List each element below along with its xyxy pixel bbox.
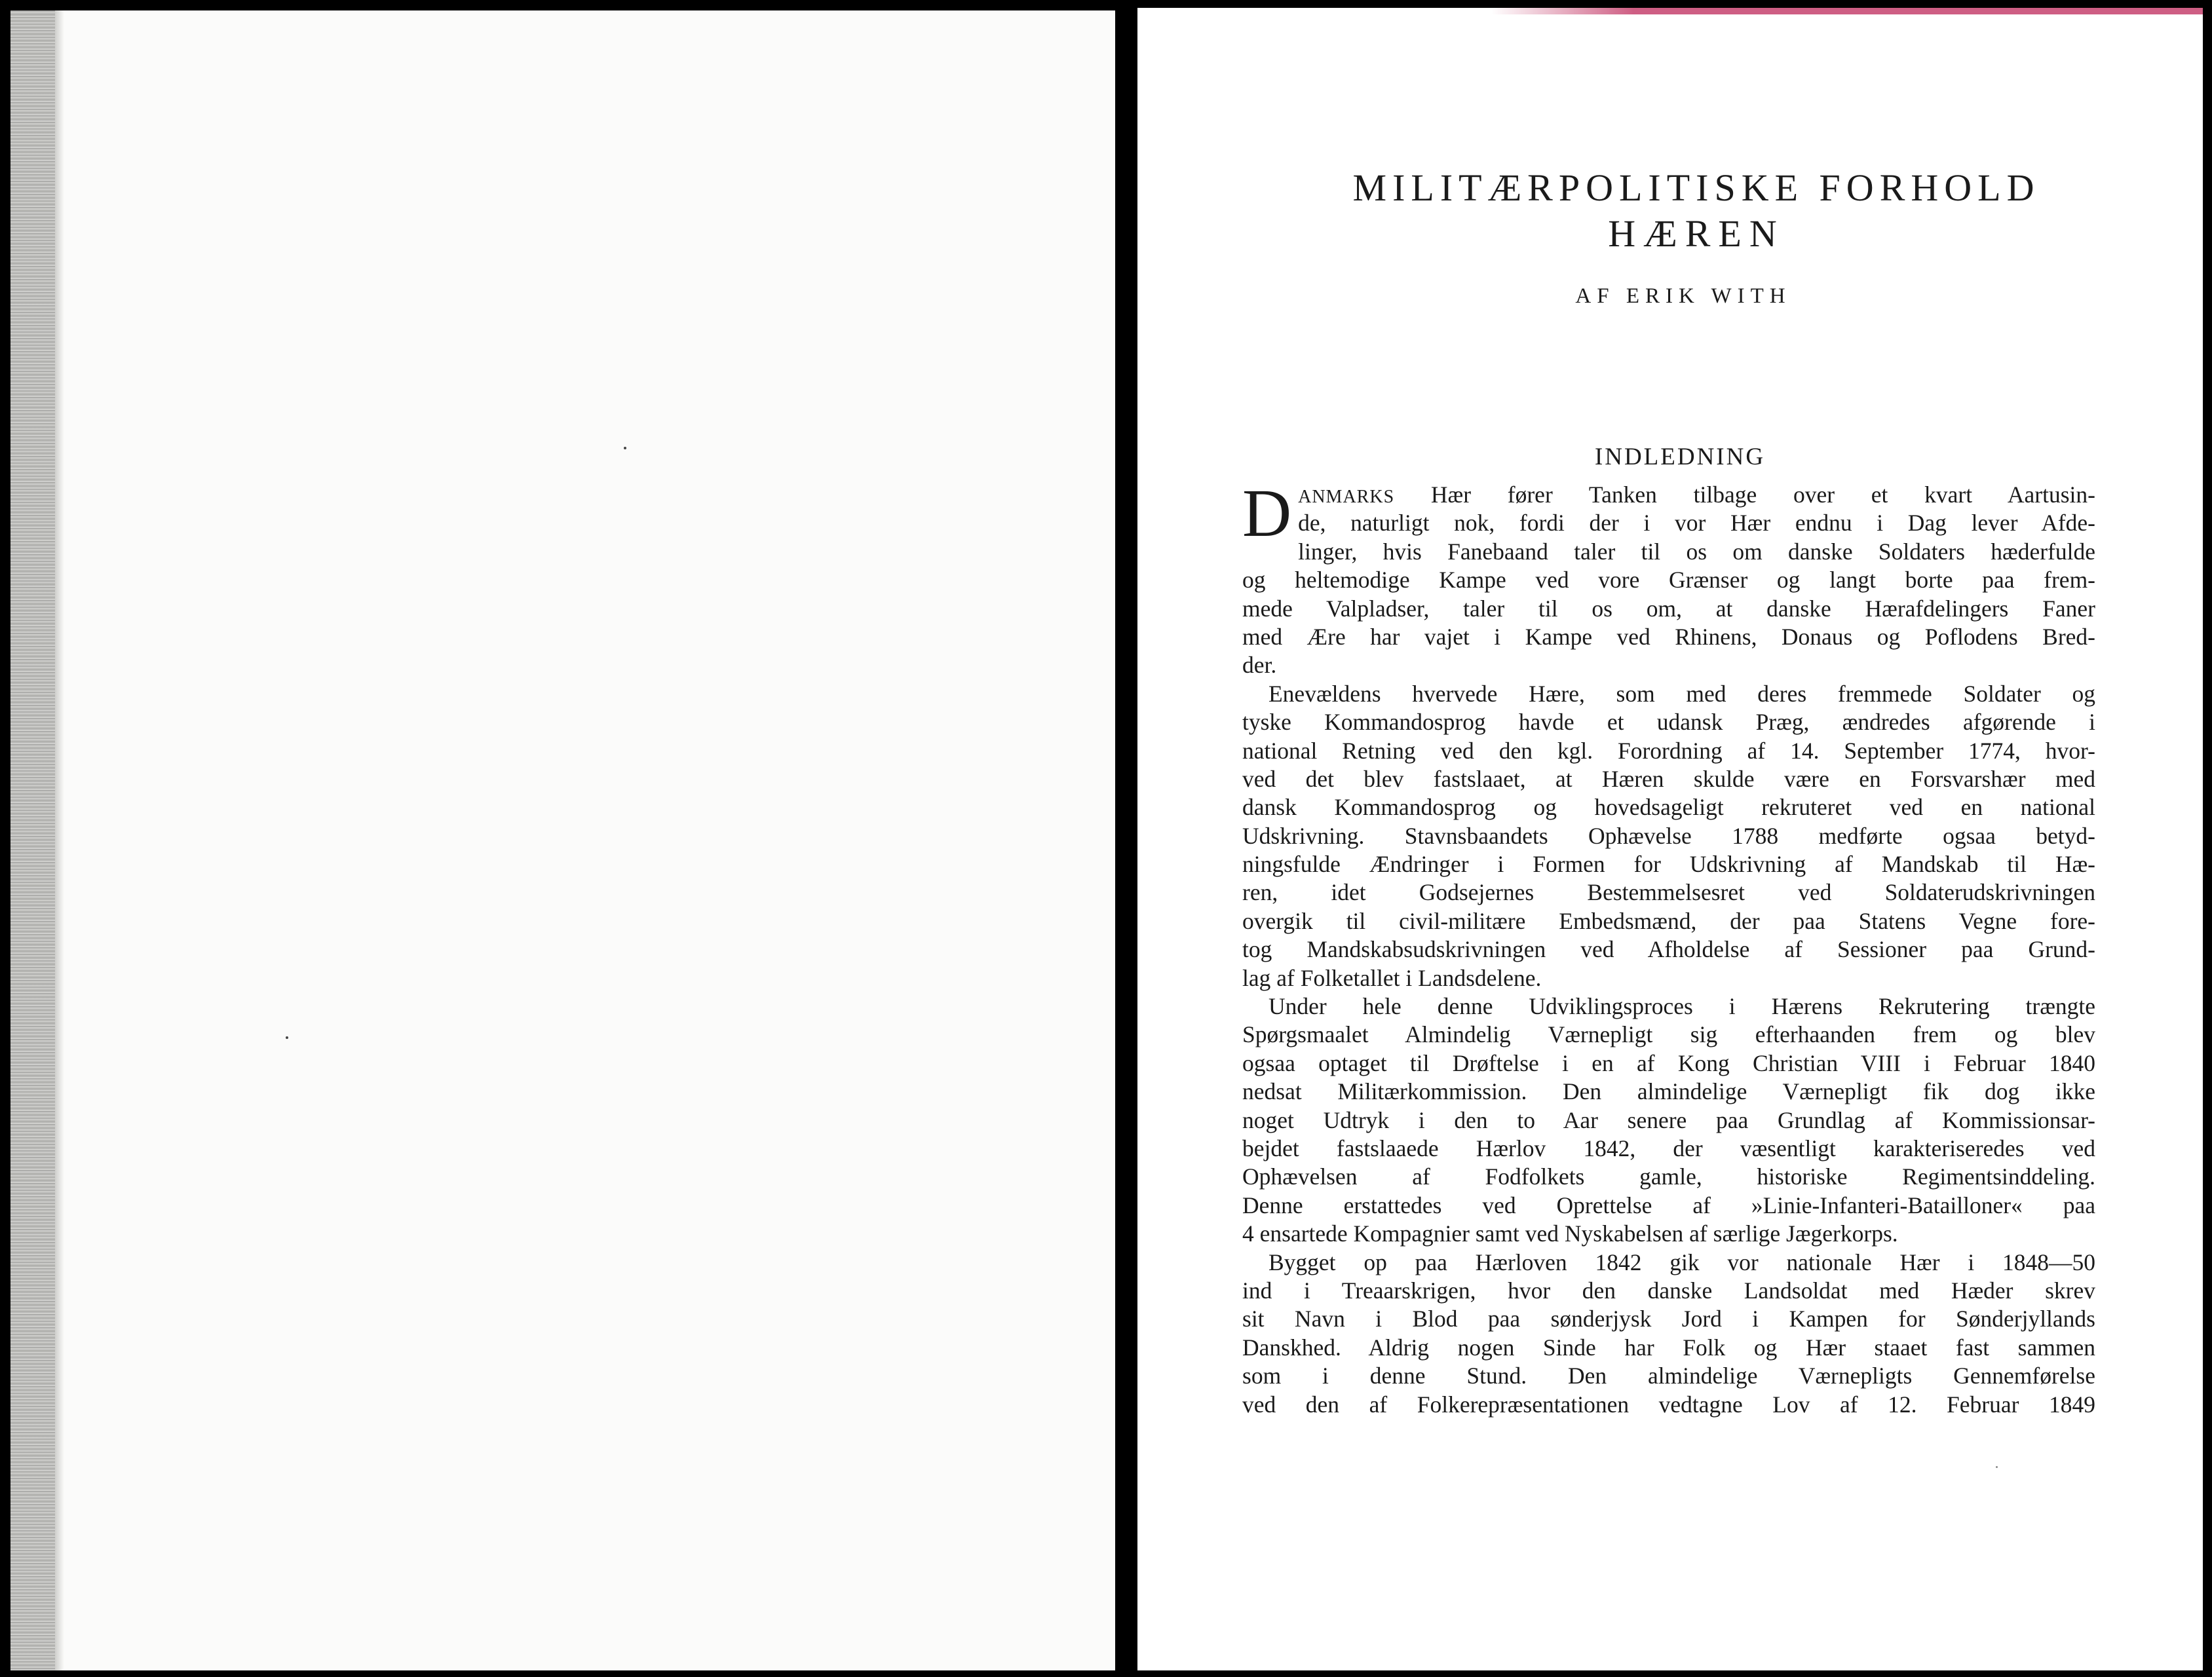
text-line: mede Valpladser, taler til os om, at danske Hærafdelingers Faner (1242, 595, 2095, 622)
text-line: sit Navn i Blod paa sønderjysk Jord i Kampen for Sønderjyllands (1242, 1306, 2095, 1332)
text-line: ningsfulde Ændringer i Formen for Udskrivning af Mandskab til Hæ- (1242, 851, 2095, 878)
text-line: national Retning ved den kgl. Forordning af 14. September 1774, hvor- (1242, 737, 2095, 764)
text-line: Under hele denne Udviklingsproces i Hærens Rekrutering trængte (1268, 993, 2095, 1020)
paragraph-2 (1242, 680, 2095, 992)
text-line: ved det blev fastslaaet, at Hæren skulde være en Forsvarshær med (1242, 765, 2095, 792)
paragraph-4 (1242, 1249, 2095, 1419)
text-line: Danskhed. Aldrig nogen Sinde har Folk og Hær staaet fast sammen (1242, 1334, 2095, 1361)
paper-speck (286, 1036, 288, 1039)
article-author: AF ERIK WITH (1575, 284, 1791, 308)
text-line: Spørgsmaalet Almindelig Værnepligt sig efterhaanden frem og blev (1242, 1021, 2095, 1048)
text-line: ved den af Folkerepræsentationen vedtagne Lov af 12. Februar 1849 (1242, 1391, 2095, 1418)
text-line: der. (1242, 652, 1277, 679)
paragraph-1 (1242, 476, 2095, 680)
paper-speck (624, 447, 626, 449)
article-title-line-1: MILITÆRPOLITISKE FORHOLD (1352, 166, 2040, 209)
text-page (1137, 8, 2203, 1670)
text-line: Denne erstattedes ved Oprettelse af »Linie-Infanteri-Bataillоner« paa (1242, 1192, 2095, 1218)
text-line: nedsat Militærkommission. Den almindelige Værnepligt fik dog ikke (1242, 1078, 2095, 1105)
page-top-stain (1491, 8, 2203, 14)
text-line: som i denne Stund. Den almindelige Værnepligts Gennemførelse (1242, 1363, 2095, 1389)
text-line: og heltemodige Kampe ved vore Grænser og langt borte paa frem- (1242, 567, 2095, 594)
text-line: Bygget op paa Hærloven 1842 gik vor nationale Hær i 1848—50 (1268, 1249, 2095, 1275)
drop-cap: D (1242, 476, 1292, 551)
text-line: ren, idet Godsejernes Bestemmelsesret ved Soldaterudskrivningen (1242, 879, 2095, 906)
paper-speck (1996, 1466, 1998, 1468)
paragraph-3 (1242, 992, 2095, 1249)
left-blank-page (10, 10, 1115, 1670)
text-line-content: Hær fører Tanken tilbage over et kvart Aartusin- (1394, 481, 2095, 508)
text-line: tog Mandskabsudskrivningen ved Afholdelse af Sessioner paa Grund- (1242, 936, 2095, 963)
text-line: tyske Kommandosprog havde et udansk Præg, ændredes afgørende i (1242, 709, 2095, 736)
text-line: ogsaa optaget til Drøftelse i en af Kong Christian VIII i Februar 1840 (1242, 1049, 2095, 1076)
article-title-line-2: HÆREN (1608, 212, 1785, 255)
text-line: lag af Folketallet i Landsdelene. (1242, 964, 1542, 991)
text-line: Enevældens hvervede Hære, som med deres fremmede Soldater og (1268, 680, 2095, 707)
text-line: dansk Kommandosprog og hovedsageligt rekruteret ved en national (1242, 794, 2095, 821)
text-line: 4 ensartede Kompagnier samt ved Nyskabelsen af særlige Jægerkorps. (1242, 1220, 1898, 1247)
spine-gutter (1115, 0, 1137, 1677)
text-line: linger, hvis Fanebaand taler til os om danske Soldaters hæderfulde (1298, 538, 2095, 565)
article-body (1242, 476, 2095, 1419)
text-line: de, naturligt nok, fordi der i vor Hær endnu i Dag lever Afde- (1298, 510, 2095, 537)
text-line (1242, 481, 2095, 509)
small-caps-word: ANMARKS (1298, 487, 1395, 507)
page-edge-texture (10, 10, 55, 1670)
text-line: Udskrivning. Stavnsbaandets Ophævelse 1788 medførte ogsaa betyd- (1242, 822, 2095, 849)
section-heading: INDLEDNING (1594, 443, 1766, 470)
page-edge-shadow (55, 10, 64, 1670)
text-line: Ophævelsen af Fodfolkets gamle, historiske Regimentsinddeling. (1242, 1163, 2095, 1190)
text-line: overgik til civil-militære Embedsmænd, der paa Statens Vegne fore- (1242, 907, 2095, 934)
text-line: noget Udtryk i den to Aar senere paa Grundlag af Kommissionsar- (1242, 1106, 2095, 1133)
text-line: ind i Treaarskrigen, hvor den danske Landsoldat med Hæder skrev (1242, 1277, 2095, 1304)
text-line: med Ære har vajet i Kampe ved Rhinens, Donaus og Poflodens Bred- (1242, 623, 2095, 650)
text-line: bejdet fastslaaede Hærlov 1842, der væsentligt karakteriseredes ved (1242, 1135, 2095, 1161)
